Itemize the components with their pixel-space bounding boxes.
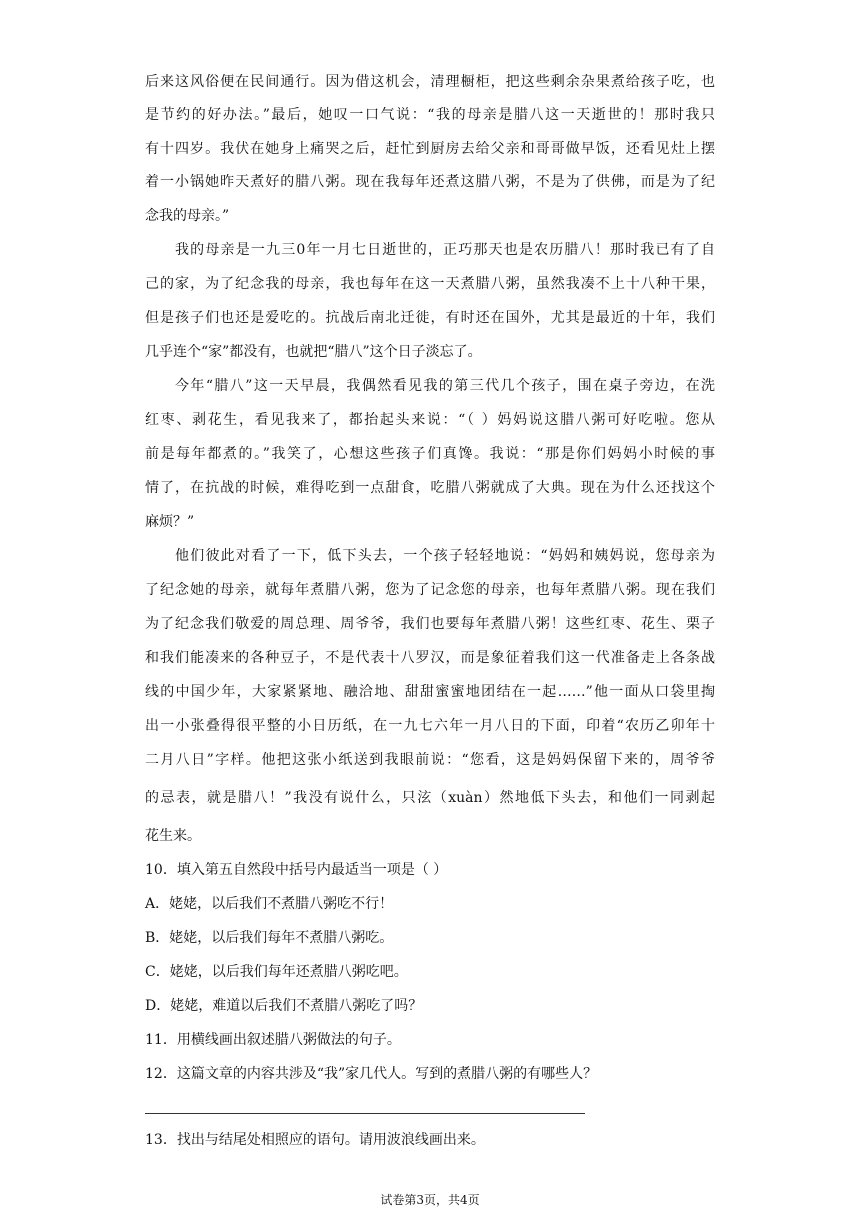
passage-line: 了纪念她的母亲，就每年煮腊八粥，您为了记念您的母亲，也每年煮腊八粥。现在我们 <box>145 582 715 598</box>
question-11: 11．用横线画出叙述腊八粥做法的句子。 <box>145 1032 401 1048</box>
passage-line: 线的中国少年，大家紧紧地、融洽地、甜甜蜜蜜地团结在一起……”他一面从口袋里掏 <box>145 684 715 700</box>
passage-line: 今年“腊八”这一天早晨，我偶然看见我的第三代几个孩子，围在桌子旁边，在洗 <box>175 378 715 394</box>
passage-line: 但是孩子们也还是爱吃的。抗战后南北迁徙，有时还在国外，尤其是最近的十年，我们 <box>145 310 715 326</box>
question-10: 10．填入第五自然段中括号内最适当一项是（ ） <box>145 862 448 878</box>
option-b: B．姥姥，以后我们每年不煮腊八粥吃。 <box>145 930 394 946</box>
question-13: 13．找出与结尾处相照应的语句。请用波浪线画出来。 <box>145 1132 485 1148</box>
option-c: C．姥姥，以后我们每年还煮腊八粥吃吧。 <box>145 964 408 980</box>
option-d: D．姥姥，难道以后我们不煮腊八粥吃了吗？ <box>145 998 423 1014</box>
passage-line: 我的母亲是一九三0年一月七日逝世的，正巧那天也是农历腊八！那时我已有了自 <box>175 242 715 258</box>
passage-line: 麻烦？” <box>145 514 195 530</box>
passage-line: 有十四岁。我伏在她身上痛哭之后，赶忙到厨房去给父亲和哥哥做早饭，还看见灶上摆 <box>145 141 715 157</box>
passage-line: 为了纪念我们敬爱的周总理、周爷爷，我们也要每年煮腊八粥！这些红枣、花生、栗子 <box>145 616 715 632</box>
passage-line: 出一小张叠得很平整的小日历纸，在一九七六年一月八日的下面，印着“农历乙卯年十 <box>145 718 715 734</box>
passage-line: 红枣、剥花生，看见我来了，都抬起头来说：“（ ）妈妈说这腊八粥可好吃啦。您从 <box>145 412 715 428</box>
passage-line: 花生来。 <box>145 828 201 844</box>
passage-line: 和我们能凑来的各种豆子，不是代表十八罗汉，而是象征着我们这一代准备走上各条战 <box>145 650 715 666</box>
passage-line: 着一小锅她昨天煮好的腊八粥。现在我每年还煮这腊八粥，不是为了供佛，而是为了纪 <box>145 174 715 190</box>
passage-line: 念我的母亲。” <box>145 208 230 224</box>
passage-line: 己的家，为了纪念我的母亲，我也每年在这一天煮腊八粥，虽然我凑不上十八种干果， <box>145 276 715 292</box>
passage-line: 几乎连个“家”都没有，也就把“腊八”这个日子淡忘了。 <box>145 344 482 360</box>
passage-line: 是节约的好办法。”最后，她叹一口气说：“我的母亲是腊八这一天逝世的！那时我只 <box>145 107 715 123</box>
answer-line <box>145 1113 585 1114</box>
passage-line: 的忌表，就是腊八！”我没有说什么，只泫（xuàn）然地低下头去，和他们一同剥起 <box>145 790 715 806</box>
passage-line: 情了，在抗战的时候，难得吃到一点甜食，吃腊八粥就成了大典。现在为什么还找这个 <box>145 480 715 496</box>
passage-line: 前是每年都煮的。”我笑了，心想这些孩子们真馋。我说：“那是你们妈妈小时候的事 <box>145 446 715 462</box>
passage-line: 后来这风俗便在民间通行。因为借这机会，清理橱柜，把这些剩余杂果煮给孩子吃，也 <box>145 74 715 90</box>
question-12: 12．这篇文章的内容共涉及“我”家几代人。写到的煮腊八粥的有哪些人？ <box>145 1066 598 1082</box>
page-footer: 试卷第3页，共4页 <box>380 1193 480 1207</box>
option-a: A．姥姥，以后我们不煮腊八粥吃不行！ <box>145 896 394 912</box>
passage-line: 二月八日”字样。他把这张小纸送到我眼前说：“您看，这是妈妈保留下来的，周爷爷 <box>145 752 715 768</box>
passage-line: 他们彼此对看了一下，低下头去，一个孩子轻轻地说：“妈妈和姨妈说，您母亲为 <box>175 548 715 564</box>
